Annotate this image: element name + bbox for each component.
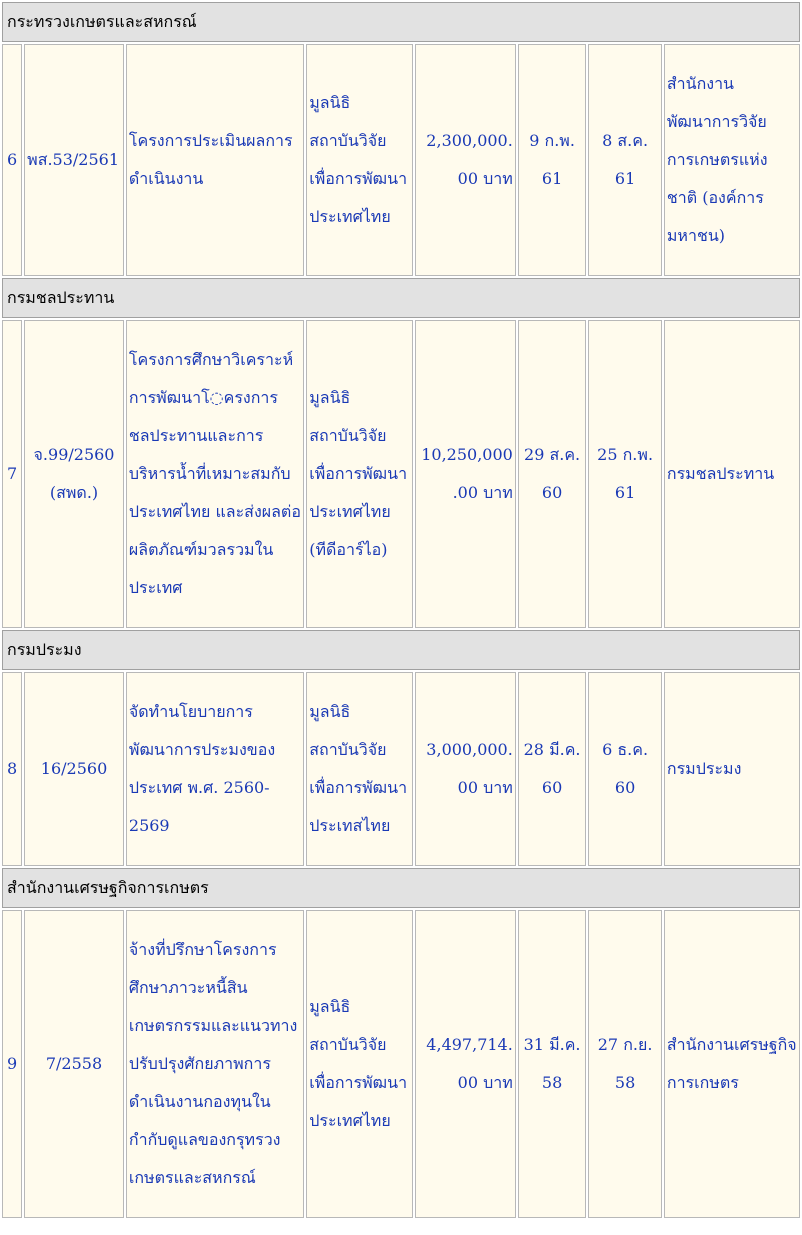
section-header: กรมประมง: [2, 630, 800, 670]
section-header: กระทรวงเกษตรและสหกรณ์: [2, 2, 800, 42]
contract-amount: 3,000,000.00 บาท: [415, 672, 516, 866]
project-name: โครงการศึกษาวิเคราะห์การพัฒนาโ◌ครงการชลประทานและการบริหารน้ำที่เหมาะสมกับประเทศไทย และส่งผลต่อผลิตภัณฑ์มวลรวมในประเทศ: [126, 320, 304, 628]
contract-number: 16/2560: [24, 672, 124, 866]
end-date: 25 ก.พ. 61: [588, 320, 662, 628]
row-number: 7: [2, 320, 22, 628]
end-date: 27 ก.ย. 58: [588, 910, 662, 1218]
row-number: 9: [2, 910, 22, 1218]
project-name: จัดทำนโยบายการพัฒนาการประมงของประเทศ พ.ศ. 2560-2569: [126, 672, 304, 866]
contract-amount: 4,497,714.00 บาท: [415, 910, 516, 1218]
agency-name: สำนักงานพัฒนาการวิจัยการเกษตรแห่งชาติ (องค์การมหาชน): [664, 44, 800, 276]
start-date: 9 ก.พ. 61: [518, 44, 587, 276]
contractor-name: มูลนิธิสถาบันวิจัยเพื่อการพัฒนาประเทศไทย (ทีดีอาร์ไอ): [306, 320, 413, 628]
contractor-name: มูลนิธิสถาบันวิจัยเพื่อการพัฒนาประเทศไทย: [306, 44, 413, 276]
contract-number: จ.99/2560 (สพด.): [24, 320, 124, 628]
contract-amount: 2,300,000.00 บาท: [415, 44, 516, 276]
contractor-name: มูลนิธิสถาบันวิจัยเพื่อการพัฒนาประเทสไทย: [306, 672, 413, 866]
start-date: 29 ส.ค. 60: [518, 320, 587, 628]
row-number: 8: [2, 672, 22, 866]
contract-number: พส.53/2561: [24, 44, 124, 276]
agency-name: สำนักงานเศรษฐกิจการเกษตร: [664, 910, 800, 1218]
start-date: 28 มี.ค. 60: [518, 672, 587, 866]
contractor-name: มูลนิธิสถาบันวิจัยเพื่อการพัฒนาประเทศไทย: [306, 910, 413, 1218]
contract-number: 7/2558: [24, 910, 124, 1218]
contract-amount: 10,250,000.00 บาท: [415, 320, 516, 628]
project-name: โครงการประเมินผลการดำเนินงาน: [126, 44, 304, 276]
project-name: จ้างที่ปรึกษาโครงการศึกษาภาวะหนี้สินเกษตรกรรมและแนวทางปรับปรุงศักยภาพการดำเนินงานกองทุนในกำกับดูแลของกรุทรวงเกษตรและสหกรณ์: [126, 910, 304, 1218]
section-header: สำนักงานเศรษฐกิจการเกษตร: [2, 868, 800, 908]
start-date: 31 มี.ค. 58: [518, 910, 587, 1218]
end-date: 8 ส.ค. 61: [588, 44, 662, 276]
section-header: กรมชลประทาน: [2, 278, 800, 318]
agency-name: กรมประมง: [664, 672, 800, 866]
end-date: 6 ธ.ค. 60: [588, 672, 662, 866]
agency-name: กรมชลประทาน: [664, 320, 800, 628]
row-number: 6: [2, 44, 22, 276]
